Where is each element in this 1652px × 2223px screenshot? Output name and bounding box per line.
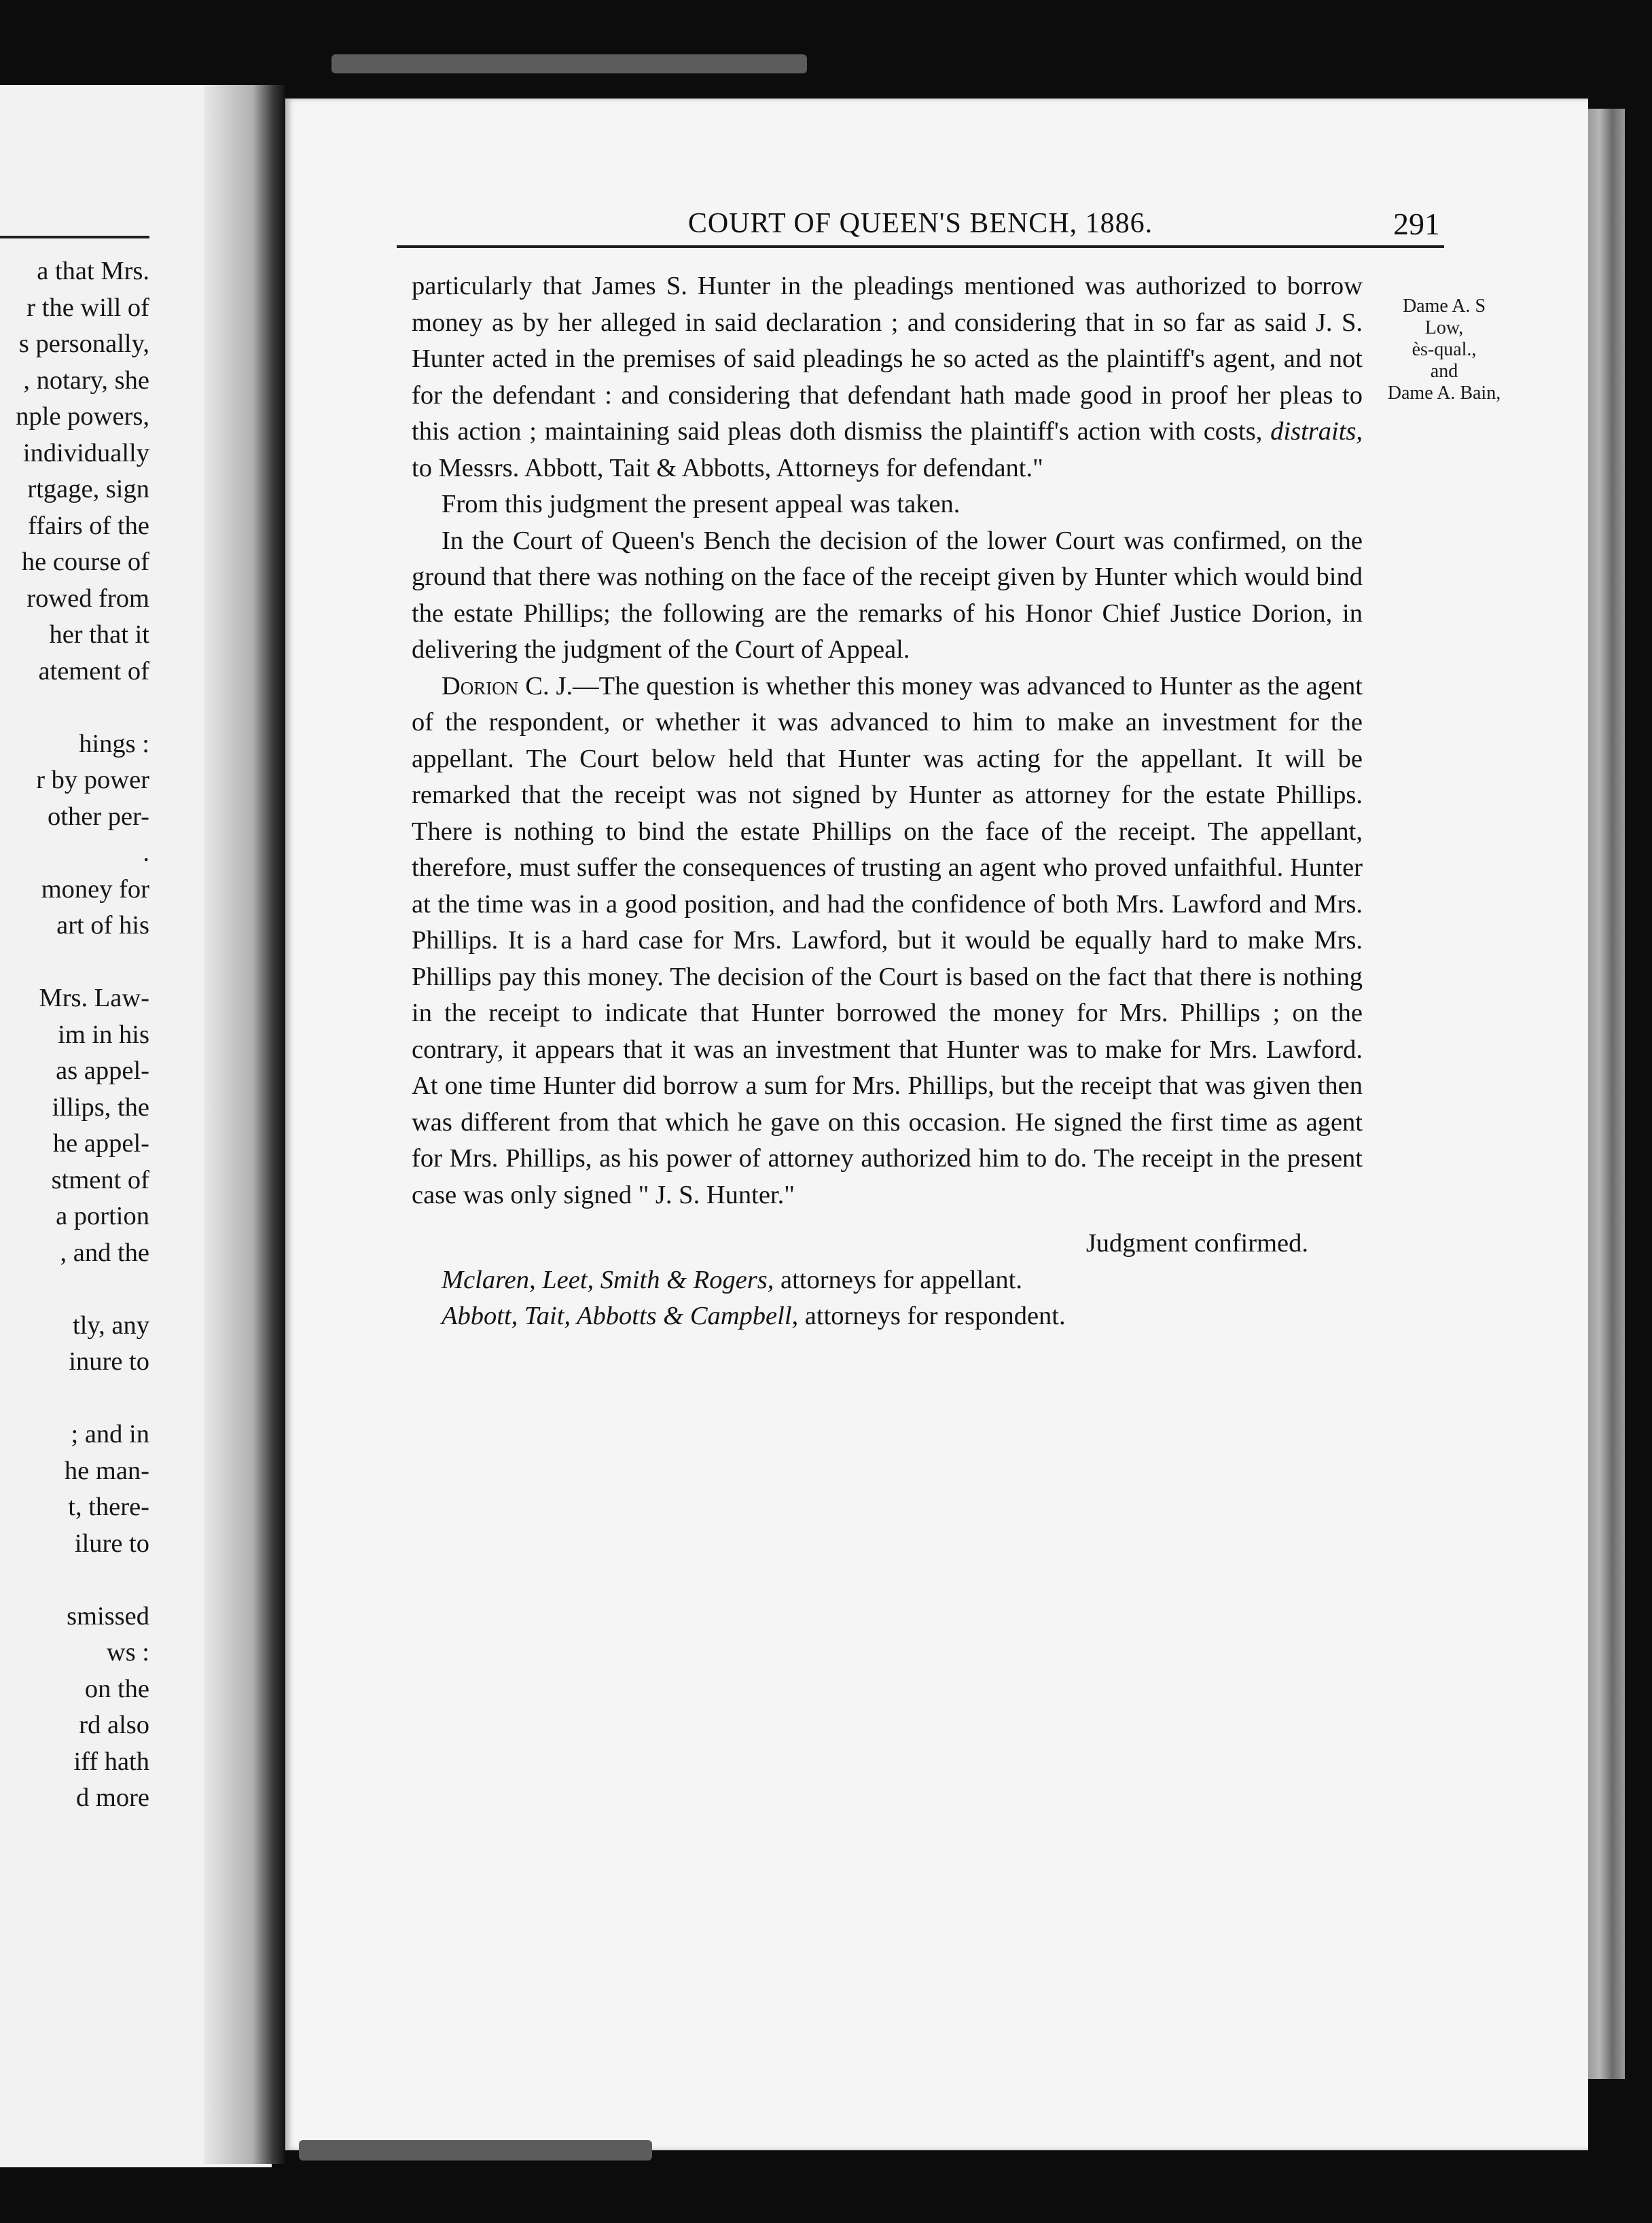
p1-text-a: particularly that James S. Hunter in the pleadings mentioned was authorized to borrow money as by her alleged in said declaration ; and considering that in so far as said J. S. Hunter acted in the premises of said pleadings he so acted as the plaintiff's agent, and not for the defendant : and considering that defendant hath made good in proof her pleas to this action ; maintaining said pleas doth dismiss the plaintiff's action with costs, (412, 272, 1363, 446)
page-title: COURT OF QUEEN'S BENCH, 1886. (687, 208, 1153, 239)
left-page-line: , and the (60, 1238, 149, 1267)
paragraph-court-decision: In the Court of Queen's Bench the decision of the lower Court was confirmed, on the ground that there was nothing on the face of the receipt given by Hunter which would bind the estate Phillips; the following are the remarks of his Honor Chief Justice Dorion, in delivering the judgment of the Court of Appeal. (412, 526, 1363, 664)
paragraph-dorion-opinion (412, 669, 1363, 1214)
left-page-line: t, there- (68, 1493, 149, 1521)
left-page-line: smissed (67, 1601, 149, 1631)
left-page-line: tly, any (73, 1311, 149, 1340)
sidenote-line: Dame A. S (1402, 296, 1486, 317)
left-page-line: individually (22, 438, 149, 467)
attorneys-appellant (412, 1262, 1363, 1299)
left-page-header-rule (0, 236, 149, 238)
body-text (412, 268, 1363, 1335)
page-number: 291 (1393, 207, 1440, 241)
opinion-text: C. J.—The question is whether this money was advanced to Hunter as the agent of the respondent, or whether it was advanced to him to make an investment for the appellant. The Court below held that Hunter was acting for the appellant. It will be remarked that the receipt was not signed by Hunter as attorney for the estate Phillips. There is nothing to bind the estate Phillips on the face of the receipt. The appellant, therefore, must suffer the consequences of trusting an agent who proved unfaithful. Hunter at the time was in a good position, and had the confidence of both Mrs. Lawford and Mrs. Phillips. It is a hard case for Mrs. Lawford, but it would be equally hard to make Mrs. Phillips pay this money. The decision of the Court is based on the fact that there is nothing in the receipt to indicate that Hunter borrowed the money for Mrs. Phillips ; on the contrary, it appears that it was an investment that Hunter was to make for Mrs. Lawford. At one time Hunter did borrow a sum for Mrs. Phillips, but the receipt that was given then was different from that which he gave on this occasion. He signed the first time as agent for Mrs. Phillips, as his power of attorney authorized him to do. The receipt in the present case was only signed " J. S. Hunter." (412, 671, 1363, 1209)
sidenote-line: ès-qual., (1412, 339, 1477, 360)
left-page-line: on the (84, 1674, 149, 1703)
left-page-line: he course of (21, 548, 149, 576)
left-page-line: rowed from (26, 584, 149, 613)
case-sidenote (1363, 296, 1526, 404)
left-page-line: , notary, she (23, 366, 149, 395)
left-page-line: ffairs of the (28, 511, 149, 540)
left-page-line: hings : (79, 729, 149, 758)
sidenote-line: Dame A. Bain, (1387, 383, 1501, 404)
p1-italic: distraits, (1270, 417, 1363, 446)
left-page-line: . (143, 838, 149, 867)
left-page-line: iff hath (73, 1747, 149, 1776)
left-page-line: he appel- (52, 1129, 149, 1158)
left-page-line: art of his (56, 911, 149, 940)
attorneys-respondent (412, 1298, 1363, 1335)
p1-text-b: to Messrs. Abbott, Tait & Abbotts, Attorneys for defendant." (412, 453, 1043, 482)
appellant-firm: Mclaren, Leet, Smith & Rogers, (442, 1265, 774, 1294)
left-page-line: rd also (79, 1711, 149, 1739)
judge-name: Dorion (442, 671, 519, 700)
left-page-line: ilure to (74, 1529, 149, 1558)
page-edge-stack (1583, 109, 1625, 2079)
left-page-line: ws : (106, 1638, 149, 1667)
left-page-line (0, 1271, 149, 1308)
left-page-line (0, 690, 149, 726)
left-page-line: stment of (51, 1165, 149, 1194)
left-page-line: inure to (69, 1347, 149, 1376)
left-page-line (0, 1562, 149, 1599)
left-page-line: as appel- (56, 1056, 149, 1085)
left-page-line: s personally, (18, 330, 149, 358)
running-header (397, 207, 1444, 248)
appellant-role: attorneys for appellant. (780, 1265, 1022, 1294)
binding-strip-bottom (299, 2140, 652, 2160)
sidenote-line: Low, (1424, 317, 1464, 338)
respondent-firm: Abbott, Tait, Abbotts & Campbell, (442, 1302, 799, 1330)
left-page-line: ; and in (71, 1420, 149, 1448)
book-gutter (204, 85, 285, 2164)
paragraph-judgment-excerpt (412, 268, 1363, 486)
left-page-line: a portion (56, 1202, 149, 1230)
judgment-result: Judgment confirmed. (1085, 1229, 1308, 1258)
left-page-line: r the will of (26, 293, 149, 322)
left-page-text (0, 253, 149, 1817)
left-page-line (0, 944, 149, 981)
left-page-line: money for (41, 874, 149, 904)
left-page-line: atement of (38, 656, 149, 686)
left-page-line: her that it (49, 620, 149, 649)
binding-strip-top (331, 54, 807, 73)
left-page-line: im in his (58, 1020, 149, 1049)
left-page-line: nple powers, (16, 402, 149, 431)
left-page-line: d more (76, 1783, 149, 1812)
left-page-line: rtgage, sign (27, 475, 149, 503)
paragraph-appeal: From this judgment the present appeal was taken. (442, 490, 960, 518)
main-page (285, 99, 1588, 2150)
left-page-line: r by power (36, 766, 149, 794)
left-page-line (0, 1381, 149, 1417)
left-page-line: he man- (64, 1456, 149, 1485)
left-page-line: illips, the (52, 1092, 149, 1122)
sidenote-line: and (1430, 361, 1458, 382)
respondent-role: attorneys for respondent. (804, 1302, 1066, 1330)
left-page-line: other per- (48, 802, 149, 831)
left-page-line: Mrs. Law- (39, 984, 149, 1012)
left-page-line: a that Mrs. (37, 257, 149, 285)
